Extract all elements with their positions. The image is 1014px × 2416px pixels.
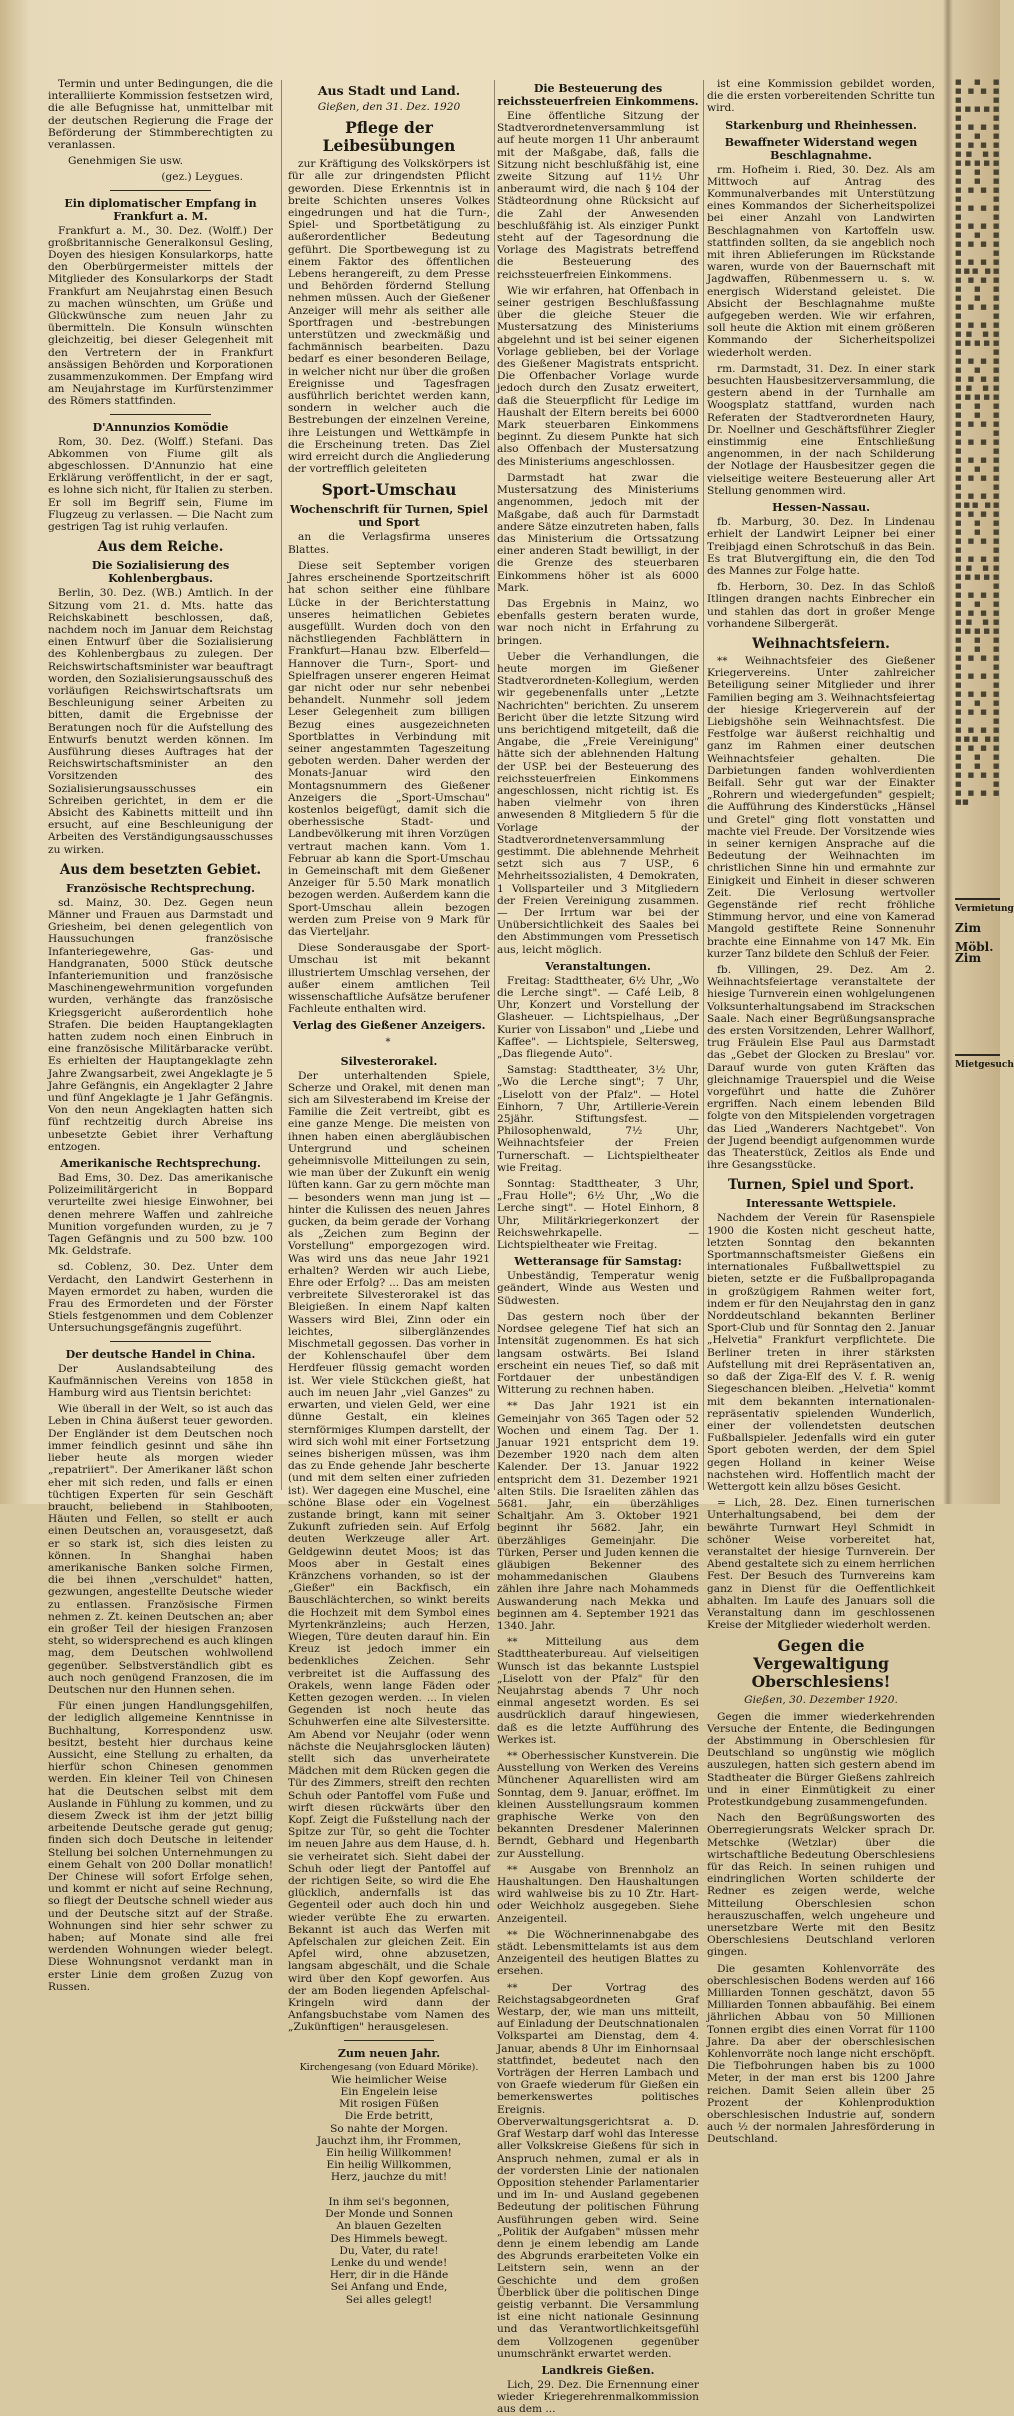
article-text: Der Auslandsabteilung des Kaufmännischen Vereins von 1858 in Hamburg wird aus Tientsin berichtet:	[48, 1362, 273, 1400]
section-heading: Aus Stadt und Land.	[317, 83, 461, 98]
poem-line: Ein Engelein leise	[340, 2086, 438, 2099]
poem-line: Die Erde betritt,	[344, 2110, 434, 2123]
classified-section	[955, 898, 1014, 1071]
article-text: Diese Sonderausgabe der Sport-Umschau ist mit bekannt illustriertem Umschlag versehen, der außer einem amtlichen Teil wissenschaftliche Aufsätze berufener Fachleute enthalten wird.	[288, 942, 490, 1016]
divider	[110, 190, 211, 191]
article-text: Die gesamten Kohlenvorräte des oberschlesischen Bodens werden auf 166 Milliarden Tonnen geschätzt, davon 55 Milliarden Tonnen abbaufähig. Bei einem jährlichen Abbau von 50 Millionen Tonnen ergibt dies einen Vorrat für 1100 Jahre. Da aber der oberschlesischen Kohlenvorräte noch lange nicht erschöpft. Die Tiefbohrungen haben bis zu 1000 Meter, in der man erst bis 1200 Jahre reichen. Damit Seien allein über 25 Prozent der Kohlenproduktion oberschlesischen Industrie auf, sondern auch ½ der normalen Jahresförderung in Deutschland.	[707, 1962, 935, 2146]
article-subheading: Wochenschrift für Turnen, Spiel und Sport	[290, 503, 488, 530]
poem-line: Der Monde und Sonnen	[325, 2208, 453, 2221]
poem	[288, 2074, 490, 2306]
article-text: Rom, 30. Dez. (Wolff.) Stefani. Das Abkommen von Fiume gilt als abgeschlossen. D'Annunzio hat eine Erklärung veröffentlicht, in der er sagt, es lohne sich nicht, für Italien zu sterben. Er soll im Begriff sein, Fiume im Flugzeug zu verlassen. — Die Nacht zum gestrigen Tag ist ruhig verlaufen.	[48, 435, 273, 534]
divider: *	[385, 1037, 393, 1049]
article-text: Lich, 29. Dez. Die Ernennung einer wieder Kriegerehrenmalkommission aus dem ...	[497, 2378, 699, 2416]
article-text: Genehmigen Sie usw.	[68, 155, 184, 168]
article-text: ** Die Wöchnerinnenabgabe des städt. Lebensmittelamts ist aus dem Anzeigenteil des heutigen Blattes zu ersehen.	[497, 1928, 699, 1978]
article-text: Termin und unter Bedingungen, die die interalliierte Kommission festsetzen wird, die alle Befugnisse hat, unmittelbar mit der deutschen Regierung die Frage der Beförderung der Stimmberechtigten zu veranlassen.	[48, 78, 273, 152]
article-heading: Ein diplomatischer Empfang in Frankfurt a. M.	[64, 196, 257, 223]
column-rule	[281, 80, 282, 1490]
article-text: an die Verlagsfirma unseres Blattes.	[288, 531, 490, 556]
poem-line: Des Himmels bewegt.	[330, 2232, 448, 2245]
article-text: Freitag: Stadttheater, 6½ Uhr, „Wo die Lerche singt". — Café Leib, 8 Uhr, Konzert und Vorstellung der Glasheuer. — Lichtspielhaus, „Der Kurier von Lissabon" und „Liebe und Kaffee". — Lichtspiele, Seltersweg, „Das fliegende Auto".	[497, 974, 699, 1061]
poem-line: Ein heilig Willkommen!	[326, 2147, 452, 2160]
article-text: ist eine Kommission gebildet worden, die die ersten vorbereitenden Schritte tun wird.	[707, 78, 935, 115]
poem-line: Wie heimlicher Weise	[331, 2073, 447, 2086]
column-rule	[494, 80, 495, 1490]
article-text: sd. Coblenz, 30. Dez. Unter dem Verdacht, den Landwirt Gesterhenn in Mayen ermordet zu haben, wurden die Frau des Ermordeten und der Förster Stiels festgenommen und dem Coblenzer Untersuchungsgefängnis zugeführt.	[48, 1261, 273, 1335]
article-text: rm. Darmstadt, 31. Dez. In einer stark besuchten Hausbesitzerversammlung, die gestern abend in der Turnhalle am Woogsplatz stattfand, wurden nach Referaten der Stadtverordneten Haury, Dr. Noellner und Geschäftsführer Ziegler einstimmig eine Entschließung angenommen, in der nach Schilderung der Notlage der Hausbesitzer gegen die vielseitige weitere Besteuerung aller Art Stellung genommen wird.	[707, 362, 935, 497]
page-fold-shadow	[943, 0, 953, 1504]
article-text: Sonntag: Stadttheater, 3 Uhr, „Frau Holle"; 6½ Uhr, „Wo die Lerche singt". — Hotel Einhorn, 8 Uhr, Militärkriegerkonzert der Reichswehrkapelle. — Lichtspieltheater wie Freitag.	[497, 1178, 699, 1252]
article-heading: Die Sozialisierung des Kohlenbergbaus.	[91, 559, 230, 586]
article-heading: Silvesterorakel.	[340, 1054, 438, 1068]
article-heading: Die Besteuerung des reichssteuerfreien Einkommens.	[497, 82, 699, 108]
article-text: Berlin, 30. Dez. (WB.) Amtlich. In der Sitzung vom 21. d. Mts. hatte das Reichskabinett beschlossen, daß, nachdem noch im Januar dem Reichstag einen Entwurf über die Sozialisierung des Kohlenbergbaus zu zulegen. Der Reichswirtschaftsminister war beauftragt worden, den Sozialisierungsausschuß des vorläufigen Reichswirtschaftsrats um Beschleunigung seiner Arbeiten zu bitten, damit die Ergebnisse der Beratungen noch für die Aufstellung des Entwurfs benutzt werden können. Im Ausführung dieses Auftrages hat der Reichswirtschaftsminister an den Vorsitzenden des Sozialisierungsausschusses ein Schreiben gerichtet, in dem er die Absicht des Kabinetts mitteilt und ihn ersucht, auf eine Beschleunigung der Arbeiten des Verständigungsausschusses zu wirken.	[48, 587, 273, 856]
article-text: Samstag: Stadttheater, 3½ Uhr, „Wo die Lerche singt"; 7 Uhr, „Liselott von der Pfalz". — Hotel Einhorn, 7 Uhr, Artillerie-Verein 25jähr. Stiftungsfest. — Philosophenwald, 7½ Uhr, Weihnachtsfeier der Freien Turnerschaft. — Lichtspieltheater wie Freitag.	[497, 1064, 699, 1174]
article-heading: Französische Rechtsprechung.	[65, 881, 255, 895]
article-text: Wie wir erfahren, hat Offenbach in seiner gestrigen Beschlußfassung über die gleiche Steuer die Mustersatzung des Ministeriums abgelehnt und ist bei seiner eigenen Vorlage geblieben, bei der Vorlage des Gießener Magistrats entspricht. Die Offenbacher Vorlage wurde jedoch durch den Zusatz erweitert, daß die Steuerpflicht für Ledige im Haushalt der Eltern bereits bei 6000 Mark steuerbaren Einkommens beginnt. Zu diesem Punkte hat sich also Offenbach der Mustersatzung des Ministeriums angeschlossen.	[497, 284, 699, 468]
poem-line: Herz, jauchze du mit!	[330, 2171, 448, 2184]
article-text: ** Ausgabe von Brennholz an Haushaltungen. Den Haushaltungen wird wahlweise bis zu 10 Ztr. Hart- oder Weichholz ausgegeben. Siehe Anzeigenteil.	[497, 1863, 699, 1925]
article-heading: Gegen die Vergewaltigung Oberschlesiens!	[751, 1636, 891, 1692]
poem-line: Du, Vater, du rate!	[339, 2244, 439, 2257]
classified-heading: Vermietung	[955, 904, 1014, 914]
poem-source: Kirchengesang (von Eduard Mörike).	[299, 2061, 479, 2073]
poem-line: Mit rosigen Füßen	[339, 2098, 439, 2111]
column-2	[288, 78, 490, 2306]
article-text: fb. Herborn, 30. Dez. In das Schloß Itlingen drangen nachts Einbrecher ein und stahlen das dort in großer Menge vorhandene Silbergerät.	[707, 581, 935, 630]
article-text: Für einen jungen Handlungsgehilfen, der lediglich allgemeine Kenntnisse in Buchhaltung, Korrespondenz usw. besitzt, besteht hier durchaus keine Aussicht, eine Stellung zu erhalten, da hierfür schon Chinesen genommen werden. Ein kleiner Teil von Chinesen hat die Deutschen selbst mit dem Auslande in Fühlung zu kommen, und zu diesem Zweck ist ihm der jetzt billig arbeitende Deutsche gerade gut genug; finden sich doch Deutsche in leitender Stellung bei solchen Unternehmungen zu einem Gehalt von 200 Dollar monatlich! Der Chinese will sofort Erfolge sehen, und kommt er nicht auf seine Rechnung, so fliegt der Deutsche schnell wieder aus und der Deutsche sitzt auf der Straße. Wohnungen sind hier sehr schwer zu haben; auf Monate sind alle frei werdenden Wohnungen wieder belegt. Diese Wohnungsnot verdankt man in erster Linie dem großen Zuzug von Russen.	[48, 1700, 273, 1993]
poem-line: Jauchzt ihm, ihr Frommen,	[316, 2134, 462, 2147]
poem-line: Sei alles gelegt!	[345, 2293, 433, 2306]
section-heading: Turnen, Spiel und Sport.	[727, 1177, 915, 1194]
article-subheading: Interessante Wettspiele.	[745, 1197, 897, 1211]
article-text: Bad Ems, 30. Dez. Das amerikanische Polizeimilitärgericht in Boppard verurteilte zwei hiesige Einwohner, bei denen mehrere Waffen und zahlreiche Munition vorgefunden wurden, zu je 7 Tagen Gefängnis und zu 500 bzw. 100 Mk. Geldstrafe.	[48, 1172, 273, 1258]
article-heading: Sport-Umschau	[321, 480, 457, 500]
poem-line	[288, 2184, 490, 2196]
article-text: ** Weihnachtsfeier des Gießener Kriegervereins. Unter zahlreicher Beteiligung seiner Mitglieder und ihrer Familien beging am 3. Weihnachtsfeiertag der hiesige Kriegerverein auf der Liebigshöhe sein Weihnachtsfest. Die Festfolge war äußerst reichhaltig und ganz im Rahmen einer deutschen Weihnachtsfeier gehalten. Die Darbietungen fanden wohlverdienten Beifall. Sehr gut war der Einakter „Rohrern und wiedergefunden" gespielt; die Aufführung des Kinderstücks „Hänsel und Gretel" ging flott vonstatten und machte viel Freude. Der Vorsitzende wies in seiner kernigen Ansprache auf die Bedeutung der Weihnachten im christlichen Sinne hin und ermahnte zur Einigkeit und Einheit in dieser schweren Zeit. Die Verlosung wertvoller Gegenstände rief recht fröhliche Stimmung hervor, und eine von Kamerad Mangold gestiftete Reine Sonnenuhr brachte eine Einnahme von 147 Mk. Ein kurzer Tanz bildete den Schluß der Feier.	[707, 654, 935, 960]
article-text: Der unterhaltenden Spiele, Scherze und Orakel, mit denen man sich am Silvesterabend im Kreise der Familie die Zeit vertreibt, gibt es eine ganze Menge. Die meisten von ihnen haben einen abergläubischen Untergrund und scheinen geheimnisvolle Mitteilungen zu sein, wie man über der Zukunft ein wenig lüften kann. Gar zu gern möchte man — besonders wenn man jung ist — hinter die Kulissen des neuen Jahres gucken, da beim gerade der Vorhang als „Zeichen zum Beginn der Vorstellung" emporgezogen wird. Was wird uns das neue Jahr 1921 erhalten? Werden wir auch Liebe, Ehre oder Erfolg? ... Das am meisten verbreitete Silvesterorakel ist das Bleigießen. In einem Napf kalten Wassers wird Blei, Zinn oder ein leichtes, silberglänzendes Mischmetall gegossen. Das vorher in der Kohlenschaufel über dem Herdfeuer flüssig gemacht worden ist. Wer viele Stückchen gießt, hat auch im neuen Jahr „viel Ganzes" zu erwarten, und vielen Geld, wer eine dünne Gestalt, ein kleines sternförmiges Klumpen darstellt, der wird sich wohl mit einer Fortsetzung seines bisherigen müssen, was ihm das zu Ende gehende Jahr bescherte (und mit dem selten einer zufrieden ist). Wer dagegen eine Muschel, eine schöne Blase oder ein Vogelnest zustande bringt, kann mit seiner Zukunft zufrieden sein. Auf Erfolg deuten Werkzeuge aller Art. Geldgewinn deutet Moos; ist das Moos aber in Gestalt eines Kränzchens vorhanden, so ist der „Gießer" ein Backfisch, ein Bauschlächterchen, so winkt bereits die Hochzeit mit dem Symbol eines Myrtenkränzleins; auch Herzen, Wiegen, Türe deuten darauf hin. Ein Kreuz ist jedoch immer ein bedenkliches Zeichen. Sehr verbreitet ist die Auffassung des Orakels, wenn lange Fäden oder Ketten gezogen werden. ... In vielen Gegenden ist noch heute das Schuhwerfen eine alte Silvestersitte. Am Abend vor Neujahr (oder wenn nächste die Neujahrsglocken läuten) stellt sich das unverheiratete Mädchen mit dem Rücken gegen die Tür des Zimmers, streift den rechten Schuh oder Pantoffel vom Fuße und wirft diesen rückwärts über den Kopf. Zeigt die Fußstellung nach der Spitze zur Tür, so geht die Tochter im neuen Jahre aus dem Hause, d. h. sie verheiratet sich. Sieht dabei der Schuh oder liegt der Pantoffel auf der richtigen Seite, so wird die Ehe glücklich, andernfalls ist das Gegenteil oder auch doch hin und wieder verübte Ehe zu erwarten. Bekannt ist auch das Werfen mit Apfelschalen zur gleichen Zeit. Ein Apfel wird, ohne abzusetzen, langsam abgeschält, und die Schale wird über den Kopf geworfen. Aus der am Boden liegenden Apfelschal-Kringeln wird dann der Anfangsbuchstabe vom Namen des „Zukünftigen" herausgelesen.	[288, 1069, 490, 2034]
article-text: Das Ergebnis in Mainz, wo ebenfalls gestern beraten wurde, war noch nicht in Erfahrung zu bringen.	[497, 597, 699, 647]
column-3	[497, 78, 699, 2416]
classified-heading: Mietgesuch	[955, 1054, 1000, 1071]
article-text: Nachdem der Verein für Rasenspiele 1900 die Kosten nicht gescheut hatte, letzten Sonntag den bekannten Sportmannschaftsmeister Gießens ein internationales Fußballwettspiel zu bieten, setzte er die Fußballpropaganda in großzügigem Rahmen weiter fort, indem er für den Neujahrstag den in ganz Norddeutschland bekannten Berliner Sport-Club und für Sonntag den 2. Januar „Helvetia" Frankfurt verpflichtete. Die Berliner treten in ihrer stärksten Aufstellung mit drei Repräsentativen an, so daß der Ziga-Elf des V. f. R. wenig Siegeschancen bleiben. „Helvetia" kommt mit dem bekannten internationalen-repräsentativ spielenden Wunderlich, einer der vollendetsten deutschen Fußballspieler. Jedenfalls wird ein guter Sport geboten werden, der dem Spiel gegen Holland in keiner Weise nachstehen wird. Hoffentlich macht der Wettergott kein allzu böses Gesicht.	[707, 1212, 935, 1493]
article-heading: Veranstaltungen.	[545, 959, 651, 973]
article-text: ** Das Jahr 1921 ist ein Gemeinjahr von 365 Tagen oder 52 Wochen und einem Tag. Der 1. Januar 1921 entspricht dem 19. Dezember 1920 nach dem alten Kalender. Der 13. Januar 1922 entspricht dem 31. Dezember 1921 alten Stils. Die Israeliten zählen das 5681. Jahr, ein überzähliges Schaltjahr. Am 3. Oktober 1921 beginnt ihr 5682. Jahr, ein überzähliges Gemeinjahr. Die Türken, Perser und Juden kennen die gläubigen Bekenner des mohammedanischen Glaubens zählen ihre Jahre nach Mohammeds Auswanderung nach Mekka und beginnen am 4. September 1921 das 1340. Jahr.	[497, 1400, 699, 1632]
article-text: = Lich, 28. Dez. Einen turnerischen Unterhaltungsabend, bei dem der bewährte Turnwart Heyl Schmidt in schöner Weise vorbereitet hat, veranstaltet der hiesige Turnverein. Der Abend gestaltete sich zu einem herrlichen Fest. Der Besuch des Turnvereins kam ganz in Dienst für die Oeffentlichkeit abhalten. Im Laufe des Januars soll die Veranstaltung dann im geschlossenen Kreise der Mitglieder wiederholt werden.	[707, 1497, 935, 1632]
article-heading: Wetteransage für Samstag:	[514, 1255, 682, 1269]
article-text: fb. Villingen, 29. Dez. Am 2. Weihnachtsfeiertage veranstaltete der hiesige Turnverein einen wohlgelungenen Volksunterhaltungsabend im Strackschen Saale. Nach einer Begrüßungsansprache des ersten Vorsitzenden, Lehrer Wallhorf, trug Fräulein Else Paul aus Darmstadt das „Gebet der Glocken zu Breslau" vor. Darauf wurde von guten Kräften das gleichnamige Trauerspiel und die Weise vorgeführt und hatte die Zuhörer ergriffen. Nach einem lebenden Bild folgte von den Mitspielenden vorgetragen das Lied „Wanderers Nachtgebet". Von der Jugend beendigt aufgenommen wurde das Theaterstück, Zeitlos als Ende und ihre Gesangsstücke.	[707, 964, 935, 1172]
article-text: ** Der Vortrag des Reichstagsabgeordneten Graf Westarp, der, wie man uns mitteilt, auf Einladung der Deutschnationalen Volkspartei am Dienstag, dem 4. Januar, abends 8 Uhr im Einhornsaal stattfindet, bedeutet nach den Vorträgen der Herren Lambach und von Graefe wiederum für Gießen ein bemerkenswertes politisches Ereignis. Oberverwaltungsgerichtsrat a. D. Graf Westarp darf wohl das Interesse aller Volkskreise Gießens für sich in Anspruch nehmen, zumal er als in der vordersten Linie der nationalen Opposition stehender Parlamentarier und im In- und Ausland gegebenen Bedeutung der politischen Führung Ausführungen geben wird. Seine „Politik der Aufgaben" müssen mehr denn je einem lebendig am Lande des Abgrunds erarbeiteten Volke ein Leitstern sein, wenn an der Geschichte und dem großen Überblick über die politischen Dinge geistig verbannt. Die Versammlung ist eine nicht nationale Gesinnung und das Verantwortlichkeitsgefühl dem Vollzogenen gegenüber unumschränkt erwartet werden.	[497, 1981, 699, 2360]
dateline: Gießen, den 31. Dez. 1920	[317, 101, 461, 113]
article-text: Nach den Begrüßungsworten des Oberregierungsrats Welcker sprach Dr. Metschke (Wetzlar) über die wirtschaftliche Bedeutung Oberschlesiens für das Reich. In seinen ruhigen und eindringlichen Worten schilderte der Redner es zeigen werde, welche Mitteilung Oberschlesien schon herauszuschaffen, welch ungeheure und unersetzbare Werte mit den Besitz Oberschlesiens Deutschland verloren gingen.	[707, 1812, 935, 1959]
classified-heading: Zim	[955, 921, 982, 935]
poem-line: So nahte der Morgen.	[330, 2122, 448, 2135]
article-heading: Der deutsche Handel in China.	[65, 1347, 256, 1361]
article-text: ** Mitteilung aus dem Stadttheaterbureau. Auf vielseitigen Wunsch ist das bekannte Lustspiel „Liselott von der Pfalz" für den Neujahrstag abends 7 Uhr noch einmal angesetzt worden. Es sei ausdrücklich darauf hingewiesen, daß es die letzte Aufführung des Werkes ist.	[497, 1636, 699, 1746]
article-heading: D'Annunzios Komödie	[92, 420, 229, 434]
article-heading: Pflege der Leibesübungen	[322, 118, 456, 156]
article-text: fb. Marburg, 30. Dez. In Lindenau erhielt der Landwirt Leipner bei einer Treibjagd einen Schrotschuß in das Bein. Es trat Blutvergiftung ein, die den Tod des Mannes zur Folge hatte.	[707, 516, 935, 577]
poem-line: An blauen Gezelten	[336, 2220, 442, 2233]
illegible-text-block: ■■■ ■■■■ ■■ ■■■■■ ■■ ■■■■ ■■■ ■■■■ ■■ ■■ ■■■■■ ■■■ ■■■ ■■■■ ■■ ■■■■ ■■ ■■■■ ■■■ ■■■■ ■■ ■■■■ ■■■ ■■ ■■■■ ■■■ ■■■ ■■■■ ■■ ■■■■ ■■ ■■ ■■■■■ ■■ ■■■■ ■■■ ■■■■ ■■ ■■ ■■■■■ ■■■ ■■■ ■■■■ ■■ ■■■■ ■■ ■■■■ ■■■ ■■■■ ■■ ■■■■ ■■■ ■■ ■■■■ ■■■ ■■■ ■■■■ ■■ ■■■■ ■■ ■■ ■■■■■ ■■ ■■■■ ■■■ ■■■■ ■■ ■■ ■■■■■ ■■■ ■■■ ■■■■ ■■ ■■■■ ■■ ■■■■ ■■■ ■■■■ ■■ ■■■■ ■■■ ■■ ■■■■ ■■■ ■■■ ■■■■ ■■ ■■■■ ■■	[955, 78, 1000, 806]
dateline: Gießen, 30. Dezember 1920.	[744, 1694, 898, 1707]
signature: Verlag des Gießener Anzeigers.	[292, 1019, 486, 1033]
column-1	[48, 78, 273, 1993]
article-text: Eine öffentliche Sitzung der Stadtverordnetenversammlung ist auf heute morgen 11 Uhr anberaumt mit der Maßgabe, daß, falls die Sitzung nicht beschlußfähig ist, eine zweite Sitzung auf 11½ Uhr anberaumt wird, die nach § 104 der Städteordnung ohne Rücksicht auf die Zahl der Anwesenden beschlußfähig ist. Als einziger Punkt steht auf der Tagesordnung die Vorlage des Magistrats betreffend die Besteuerung des reichssteuerfreien Einkommens.	[497, 110, 699, 281]
column-rule	[703, 80, 704, 1490]
section-heading: Aus dem Reiche.	[97, 539, 224, 556]
poem-line: Lenke du und wende!	[330, 2256, 448, 2269]
poem-line: Herr, dir in die Hände	[329, 2269, 449, 2282]
article-heading: Landkreis Gießen.	[541, 2363, 655, 2377]
signature: (gez.) Leygues.	[161, 171, 243, 184]
article-text: ** Oberhessischer Kunstverein. Die Ausstellung von Werken des Vereins Münchener Aquarellisten wird am Sonntag, dem 9. Januar, eröffnet. Im kleinen Ausstellungsraum kommen graphische Werke von den bekannten Dresdener Malerinnen Berndt, Gebhard und Hegenbarth zur Ausstellung.	[497, 1750, 699, 1860]
divider	[344, 2040, 435, 2041]
article-text: Diese seit September vorigen Jahres erscheinende Sportzeitschrift hat schon seither eine fühlbare Lücke in der Berichterstattung unseres heimatlichen Gebietes ausgefüllt. Wurden doch von den nächstliegenden Fachblättern in Frankfurt—Hanau bzw. Elberfeld—Hannover die Turn-, Sport- und Spielfragen unserer engeren Heimat gar nicht oder nur sehr nebenbei behandelt. Nunmehr soll jedem Leser Gelegenheit zum billigen Bezug eines ausgezeichneten Sportblattes in Verbindung mit seiner angestammten Tageszeitung geboten werden. Daher werden der Monats-Januar wird den Montagsnummern des Gießener Anzeigers die „Sport-Umschau" kostenlos beigefügt, damit sich die oberhessische Stadt- und Landbevölkerung mit ihren Vorzügen vertraut machen kann. Vom 1. Februar ab kann die Sport-Umschau in Gemeinschaft mit dem Gießener Anzeiger für 5.50 Mark monatlich bezogen werden. Außerdem kann die Sport-Umschau allein bezogen werden zum Preise von 9 Mark für das Vierteljahr.	[288, 559, 490, 938]
section-heading: Starkenburg und Rheinhessen.	[725, 118, 917, 132]
article-text: Ueber die Verhandlungen, die heute morgen im Gießener Stadtverordneten-Kollegium, werden wir gegebenenfalls unter „Letzte Nachrichten" berichten. Zu unserem Bericht über die letzte Sitzung wird uns berichtigend mitgeteilt, daß die Angabe, die „Freie Vereinigung" hätte sich der ablehnenden Haltung der USP. bei der Besteuerung des reichssteuerfreien Einkommens angeschlossen, nicht richtig ist. Es haben vielmehr von ihren anwesenden 8 Mitgliedern 5 für die Vorlage der Stadtverordnetenversammlung gestimmt. Die ablehnende Mehrheit setzt sich aus 7 USP., 6 Mehrheitssozialisten, 4 Demokraten, 1 Vollsparteiler und 3 Mitgliedern der Freien Vereinigung zusammen. — Der Irrtum war bei der Unübersichtlichkeit des Saales bei den Abstimmungen vom Pressetisch aus, leicht möglich.	[497, 650, 699, 956]
poem-line: In ihm sei's begonnen,	[328, 2195, 450, 2208]
classified-heading: Möbl. Zim	[955, 940, 994, 965]
article-text: zur Kräftigung des Volkskörpers ist für alle zur dringendsten Pflicht geworden. Diese Erkenntnis ist in breite Schichten unseres Volkes eingedrungen und hat die Turn-, Spiel- und Sportbetätigung zu außerordentlicher Bedeutung geführt. Die Sportbewegung ist zu einem Faktor des öffentlichen Lebens herangereift, zu dem Presse und Behörden fördernd Stellung nehmen müssen. Auch der Gießener Anzeiger will mehr als seither alle Sportfragen und -bestrebungen unterstützen und zweckmäßig und fachmännisch bearbeiten. Dazu bedarf es einer besonderen Beilage, in welcher nicht nur über die großen Ereignisse und Tagesfragen ausführlich berichtet werden kann, sondern in welcher auch die Bestrebungen der einzelnen Vereine, ihre Leistungen und Wettkämpfe in die Erscheinung treten. Das Ziel wird erreicht durch die Angliederung der vortrefflich geleiteten	[288, 158, 490, 476]
article-text: Darmstadt hat zwar die Mustersatzung des Ministeriums angenommen, jedoch mit der Maßgabe, daß auch für Darmstadt andere Sätze einzutreten haben, falls das Ministerium die Ortssatzung einer anderen Stadt bewilligt, in der die Grenze des steuerbaren Einkommens höher ist als 6000 Mark.	[497, 471, 699, 594]
article-text: Gegen die immer wiederkehrenden Versuche der Entente, die Bedingungen der Abstimmung in Oberschlesien für Deutschland so ungünstig wie möglich auszulegen, hatten sich gestern abend im Stadtheater die Bürger Gießens zahlreich und in einer Einmütigkeit zu einer Protestkundgebung zusammengefunden.	[707, 1710, 935, 1808]
article-heading: Bewaffneter Widerstand wegen Beschlagnahme.	[724, 135, 918, 162]
article-text: Unbeständig, Temperatur wenig geändert, Winde aus Westen und Südwesten.	[497, 1270, 699, 1307]
divider	[110, 414, 211, 415]
article-text: Wie überall in der Welt, so ist auch das Leben in China äußerst teuer geworden. Der Engländer ist dem Deutschen noch immer feindlich gesinnt und sähe ihn lieber heute als morgen wieder „repatriiert". Der Amerikaner läßt schon eher mit sich reden, und falls er einen tüchtigen Experten für sein Geschäft braucht, beliebend in Stahlbooten, Häuten und Fellen, so stellt er auch einen Deutschen an, vorausgesetzt, daß er so stark ist, sich dies leisten zu können. In Shanghai haben amerikanische Banken solche Firmen, die bei ihnen „verschuldet" hatten, gezwungen, angestellte Deutsche wieder zu entlassen. Französische Firmen nehmen z. Zt. keinen Deutschen an; aber ein großer Teil der hiesigen Franzosen steht, so widersprechend es auch klingen mag, dem Deutschen wohlwollend gegenüber. Selbstverständlich gibt es auch noch genügend Franzosen, die im Deutschen nur den Hunnen sehen.	[48, 1403, 273, 1696]
article-text: rm. Hofheim i. Ried, 30. Dez. Als am Mittwoch auf Antrag des Kommunalverbandes mit Unterstützung eines Kommandos der Sicherheitspolizei bei einer Anzahl von Landwirten Beschlagnahmen von Kartoffeln usw. stattfinden sollten, da sie angeblich noch mit ihren Ablieferungen im Rückstande waren, wurde von der Bauernschaft mit Jagdwaffen, Rübenmessern u. s. w. energisch Widerstand geleistet. Die Absicht der Beschlagnahme mußte aufgegeben werden. Wie wir erfahren, soll heute die Aktion mit einem größeren Kommando der Sicherheitspolizei wiederholt werden.	[707, 163, 935, 359]
section-heading: Hessen-Nassau.	[772, 501, 870, 515]
section-heading: Aus dem besetzten Gebiet.	[59, 861, 262, 878]
section-heading: Weihnachtsfeiern.	[752, 635, 890, 652]
divider	[110, 1341, 211, 1342]
column-4	[707, 78, 935, 2146]
poem-line: Ein heilig Willkommen,	[326, 2159, 452, 2172]
article-text: Frankfurt a. M., 30. Dez. (Wolff.) Der großbritannische Generalkonsul Gesling, Doyen des hiesigen Konsularkorps, hatte den Oberbürgermeister mittels der Mitglieder des Konsularkorps der Stadt Frankfurt am Neujahrstag einen Besuch zu machen wünschten, um Grüße und Glückwünsche zum neuen Jahr zu übermitteln. Die Konsuln wünschten gleichzeitig, bei dieser Gelegenheit mit den Vertretern der in Frankfurt ansässigen Behörden und Korporationen zusammenzukommen. Der Empfang wird am Neujahrstage im Kurfürstenzimmer des Römers stattfinden.	[48, 224, 273, 408]
article-text: sd. Mainz, 30. Dez. Gegen neun Männer und Frauen aus Darmstadt und Griesheim, bei denen gelegentlich von Haussuchungen französische Infanteriegewehre, Gas- und Handgranaten, 5000 Stück deutsche Infanteriemunition und französische Maschinengewehrmunition vorgefunden wurden, verhängte das französische Kriegsgericht außerordentlich hohe Strafen. Die beiden Hauptangeklagten hatten zudem noch einen Einbruch in eine französische Militärbaracke verübt. Es erhielten der Hauptangeklagte zehn Jahre Zwangsarbeit, zwei Angeklagte je 5 Jahre Gefängnis, ein Angeklagter 2 Jahre und fünf Angeklagte je 1 Jahr Gefängnis. Von den neun Angeklagten hatten sich fünf rechtzeitig durch Abreise ins unbesetzte Gebiet ihrer Verhaftung entzogen.	[48, 896, 273, 1153]
article-heading: Amerikanische Rechtsprechung.	[60, 1157, 261, 1171]
article-text: Das gestern noch über der Nordsee gelegene Tief hat sich an Intensität zugenommen. Es hat sich langsam ostwärts. Bei Island erscheint ein neues Tief, so daß mit Fortdauer der unbeständigen Witterung zu rechnen haben.	[497, 1310, 699, 1397]
article-heading: Zum neuen Jahr.	[337, 2046, 441, 2060]
adjoining-page-column	[955, 78, 1014, 1488]
poem-line: Sei Anfang und Ende,	[330, 2281, 448, 2294]
